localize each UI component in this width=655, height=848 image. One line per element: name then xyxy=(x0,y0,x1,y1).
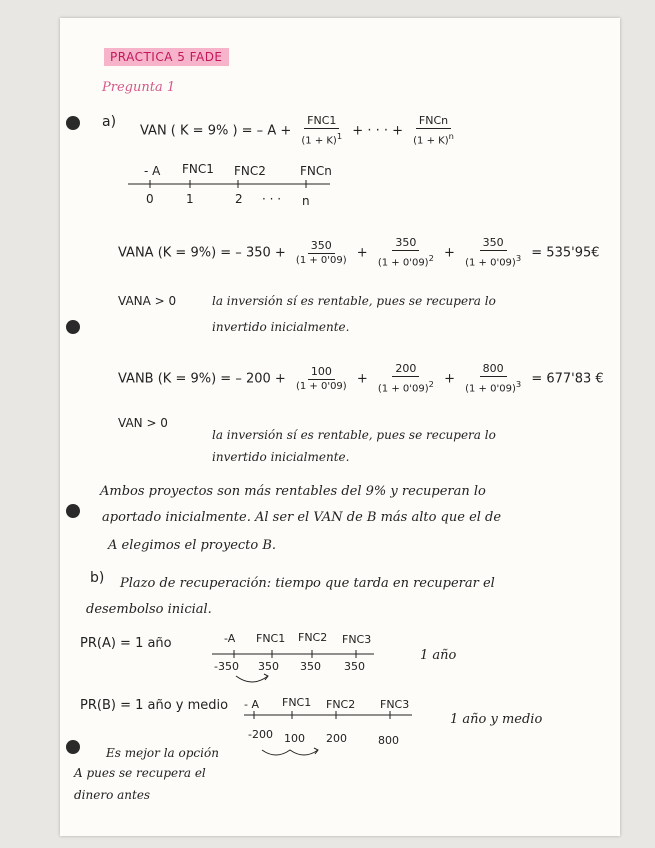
pr-b-timeline-label: FNC2 xyxy=(326,698,356,711)
pr-b-timeline-label: FNC1 xyxy=(282,696,312,709)
pr-a-cashflow: 350 xyxy=(258,660,279,673)
final-conclusion: dinero antes xyxy=(74,788,151,802)
pr-b-cashflow: -200 xyxy=(248,728,273,741)
payback-definition: desembolso inicial. xyxy=(86,602,212,617)
pr-a-formula: PR(A) = 1 año xyxy=(80,636,172,651)
pr-b-cashflow: 800 xyxy=(378,734,399,747)
question-heading: Pregunta 1 xyxy=(102,80,176,95)
conclusion-line: Ambos proyectos son más rentables del 9% y recuperan lo xyxy=(100,484,486,499)
timeline-period: 1 xyxy=(186,192,194,206)
pr-a-timeline-label: FNC2 xyxy=(298,631,328,644)
van-b-text: la inversión sí es rentable, pues se recupera lo xyxy=(212,428,496,442)
van-a-condition: VANA > 0 xyxy=(118,294,177,308)
timeline-period: 0 xyxy=(146,192,154,206)
pr-a-cashflow: 350 xyxy=(300,660,321,673)
van-a-formula: VANA (K = 9%) = – 350 + $\frac{350}{(1 + 0'09)}$ + $\frac{350}{(1 + 0'09)^2}$ + $\frac{350}{(1 + 0'09)^3}$ = 535'95€ xyxy=(118,236,600,269)
pr-a-cashflow: 350 xyxy=(344,660,365,673)
timeline-period: n xyxy=(302,194,310,208)
pr-b-cashflow: 100 xyxy=(284,732,305,745)
conclusion-line: A elegimos el proyecto B. xyxy=(108,538,277,553)
van-b-formula: VANB (K = 9%) = – 200 + $\frac{100}{(1 + 0'09)}$ + $\frac{200}{(1 + 0'09)^2}$ + $\frac{800}{(1 + 0'09)^3}$ = 677'83 € xyxy=(118,362,604,395)
pr-a-result: 1 año xyxy=(420,648,457,663)
final-conclusion: Es mejor la opción xyxy=(106,746,219,760)
van-a-text: invertido inicialmente. xyxy=(212,320,350,334)
pr-b-result: 1 año y medio xyxy=(450,712,543,727)
pr-a-timeline-label: -A xyxy=(224,632,236,645)
van-general-formula: VAN ( K = 9% ) = – A + $\frac{\text{FNC1}}{(1 + K)^1}$ + · · · + $\frac{\text{FNCn}}{(1 + K)^n}$ xyxy=(140,114,454,147)
van-b-text: invertido inicialmente. xyxy=(212,450,350,464)
timeline-label: - A xyxy=(144,164,161,178)
timeline-period: 2 xyxy=(235,192,243,206)
timeline-period: · · · xyxy=(262,192,282,206)
van-b-condition: VAN > 0 xyxy=(118,416,168,430)
timeline-label: FNC1 xyxy=(182,162,214,176)
van-a-text: la inversión sí es rentable, pues se recupera lo xyxy=(212,294,496,308)
pr-a-cashflow: -350 xyxy=(214,660,239,673)
pr-b-formula: PR(B) = 1 año y medio xyxy=(80,698,229,713)
pr-b-cashflow: 200 xyxy=(326,732,347,745)
pr-a-timeline-label: FNC3 xyxy=(342,633,372,646)
conclusion-line: aportado inicialmente. Al ser el VAN de B más alto que el de xyxy=(102,510,502,525)
timeline-label: FNC2 xyxy=(234,164,266,178)
pr-b-timeline-label: - A xyxy=(244,698,259,711)
payback-definition: Plazo de recuperación: tiempo que tarda en recuperar el xyxy=(120,576,495,591)
part-a-label: a) xyxy=(102,114,117,130)
final-conclusion: A pues se recupera el xyxy=(74,766,206,780)
timeline-label: FNCn xyxy=(300,164,332,178)
pr-b-timeline-label: FNC3 xyxy=(380,698,410,711)
pr-a-timeline-label: FNC1 xyxy=(256,632,286,645)
page-title: PRACTICA 5 FADE xyxy=(104,48,229,66)
part-b-label: b) xyxy=(90,570,105,586)
